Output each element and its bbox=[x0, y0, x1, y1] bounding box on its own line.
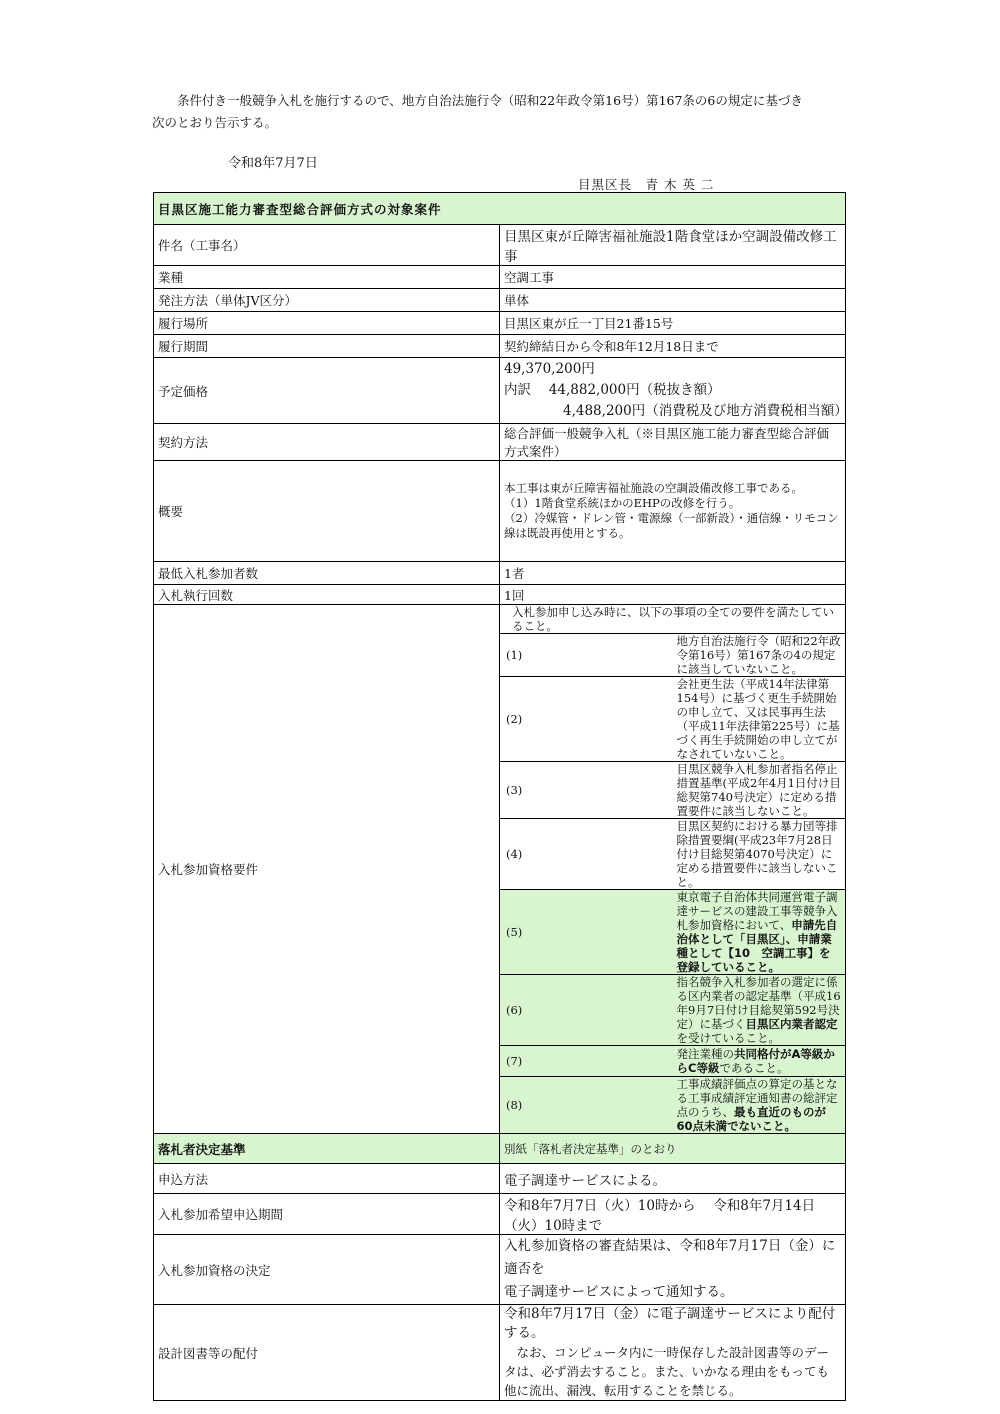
req-text-plain: 東京電子自治体共同運営電子調達サービスの建設工事等競争入札参加資格において、 bbox=[676, 890, 838, 932]
req-number: (4) bbox=[500, 819, 673, 890]
req-text bbox=[673, 1077, 846, 1134]
req-text-emphasis: 共同格付がA等級からC等級 bbox=[676, 1047, 835, 1075]
row-value-apply: 電子調達サービスによる。 bbox=[500, 1164, 846, 1194]
issuer: 目黒区長 青 木 英 二 bbox=[578, 177, 715, 192]
row-label-qual-decision: 入札参加資格の決定 bbox=[154, 1235, 500, 1305]
requirements-table bbox=[500, 605, 845, 1133]
row-label-overview: 概要 bbox=[154, 461, 500, 562]
req-text bbox=[673, 975, 846, 1046]
qual-decision-line-2: 電子調達サービスによって通知する。 bbox=[504, 1284, 734, 1300]
req-number: (2) bbox=[500, 677, 673, 762]
row-label-price: 予定価格 bbox=[154, 358, 500, 424]
project-table bbox=[153, 192, 846, 1401]
row-label-winner: 落札者決定基準 bbox=[154, 1134, 500, 1164]
req-number: (6) bbox=[500, 975, 673, 1046]
row-value-place: 目黒区東が丘一丁目21番15号 bbox=[500, 312, 846, 335]
row-value-price bbox=[500, 358, 846, 424]
req-number: (3) bbox=[500, 762, 673, 819]
row-value-contract: 総合評価一般競争入札（※目黒区施工能力審査型総合評価方式案件） bbox=[500, 424, 846, 461]
req-text-plain: 工事成績評価点の算定の基となる工事成績評定通知書の総評定点のうち、 bbox=[676, 1077, 838, 1119]
req-text-emphasis: 最も直近のものが60点未満でないこと。 bbox=[676, 1105, 826, 1133]
row-label-contract: 契約方法 bbox=[154, 424, 500, 461]
row-value-apply-period: 令和8年7月7日（火）10時から 令和8年7月14日（火）10時まで bbox=[500, 1194, 846, 1235]
notice-date: 令和8年7月7日 bbox=[228, 156, 318, 171]
row-value-winner: 別紙「落札者決定基準」のとおり bbox=[500, 1134, 846, 1164]
row-value-name: 目黒区東が丘障害福祉施設1階食堂ほか空調設備改修工事 bbox=[500, 225, 846, 266]
overview-line-3: （2）冷媒管・ドレン管・電源線（一部新設）・通信線・リモコン線は既設再使用とする。 bbox=[504, 511, 839, 540]
req-text: 目黒区競争入札参加者指名停止措置基準(平成2年4月1日付け目総契第740号決定）に定める措置要件に該当しないこと。 bbox=[673, 762, 846, 819]
intro-line-2: 次のとおり告示する。 bbox=[152, 115, 278, 130]
row-value-order: 単体 bbox=[500, 289, 846, 312]
req-text: 地方自治法施行令（昭和22年政令第16号）第167条の4の規定に該当していないこと。 bbox=[673, 634, 846, 677]
req-text-plain: 指名競争入札参加者の選定に係る区内業者の認定基準（平成16年9月7日付け目総契第592号決定）に基づく bbox=[676, 975, 841, 1031]
table-title: 目黒区施工能力審査型総合評価方式の対象案件 bbox=[154, 193, 846, 225]
req-text bbox=[673, 1046, 846, 1077]
req-text-plain: であること。 bbox=[719, 1061, 789, 1075]
req-number: (1) bbox=[500, 634, 673, 677]
row-label-category: 業種 bbox=[154, 266, 500, 289]
overview-line-2: （1）1階食堂系統ほかのEHPの改修を行う。 bbox=[504, 496, 741, 510]
price-tax: 4,488,200円（消費税及び地方消費税相当額） bbox=[563, 403, 848, 419]
row-value-rounds: 1回 bbox=[500, 585, 846, 605]
req-text bbox=[673, 890, 846, 975]
row-label-docs: 設計図書等の配付 bbox=[154, 1305, 500, 1401]
row-label-period: 履行期間 bbox=[154, 335, 500, 358]
row-label-apply-period: 入札参加希望申込期間 bbox=[154, 1194, 500, 1235]
req-number: (8) bbox=[500, 1077, 673, 1134]
price-total: 49,370,200円 bbox=[504, 361, 595, 377]
row-value-min-bidders: 1者 bbox=[500, 562, 846, 585]
row-label-order: 発注方法（単体JV区分） bbox=[154, 289, 500, 312]
intro-line-1: 条件付き一般競争入札を施行するので、地方自治法施行令（昭和22年政令第16号）第167条の6の規定に基づき bbox=[177, 93, 803, 108]
row-label-name: 件名（工事名） bbox=[154, 225, 500, 266]
docs-line-1: 令和8年7月17日（金）に電子調達サービスにより配付する。 bbox=[504, 1306, 836, 1341]
overview-line-1: 本工事は東が丘障害福祉施設の空調設備改修工事である。 bbox=[504, 481, 803, 495]
qualifications-cell bbox=[500, 605, 846, 1134]
row-value-category: 空調工事 bbox=[500, 266, 846, 289]
row-label-rounds: 入札執行回数 bbox=[154, 585, 500, 605]
row-label-place: 履行場所 bbox=[154, 312, 500, 335]
row-value-overview bbox=[500, 461, 846, 562]
row-value-qual-decision bbox=[500, 1235, 846, 1305]
requirements-intro: 入札参加申し込み時に、以下の事項の全ての要件を満たしていること。 bbox=[512, 605, 834, 633]
req-text-emphasis: 申請先自治体として「目黒区」、申請業種として【10 空調工事】を登録していること。 bbox=[676, 918, 838, 974]
row-label-apply: 申込方法 bbox=[154, 1164, 500, 1194]
docs-line-2: なお、コンピュータ内に一時保存した設計図書等のデータは、必ず消去すること。また、いかなる理由をもっても他に流出、漏洩、転用することを禁じる。 bbox=[504, 1345, 830, 1398]
req-number: (5) bbox=[500, 890, 673, 975]
req-text-emphasis: 目黒区内業者認定 bbox=[745, 1017, 838, 1031]
req-text: 目黒区契約における暴力団等排除措置要綱(平成23年7月28日付け目総契第4070号決定）に定める措置要件に該当しないこと。 bbox=[673, 819, 846, 890]
row-label-min-bidders: 最低入札参加者数 bbox=[154, 562, 500, 585]
row-value-period: 契約締結日から令和8年12月18日まで bbox=[500, 335, 846, 358]
row-value-docs bbox=[500, 1305, 846, 1401]
qual-decision-line-1: 入札参加資格の審査結果は、令和8年7月17日（金）に適否を bbox=[504, 1238, 836, 1277]
price-breakdown: 内訳 44,882,000円（税抜き額） bbox=[504, 382, 721, 398]
req-text: 会社更生法（平成14年法律第154号）に基づく更生手続開始の申し立て、又は民事再生法（平成11年法律第225号）に基づく再生手続開始の申し立てがなされていないこと。 bbox=[673, 677, 846, 762]
row-label-qualifications: 入札参加資格要件 bbox=[154, 605, 500, 1134]
req-text-plain: を受けていること。 bbox=[676, 1031, 780, 1045]
notice-intro bbox=[152, 90, 852, 134]
req-number: (7) bbox=[500, 1046, 673, 1077]
req-text-plain: 発注業種の bbox=[676, 1047, 734, 1061]
